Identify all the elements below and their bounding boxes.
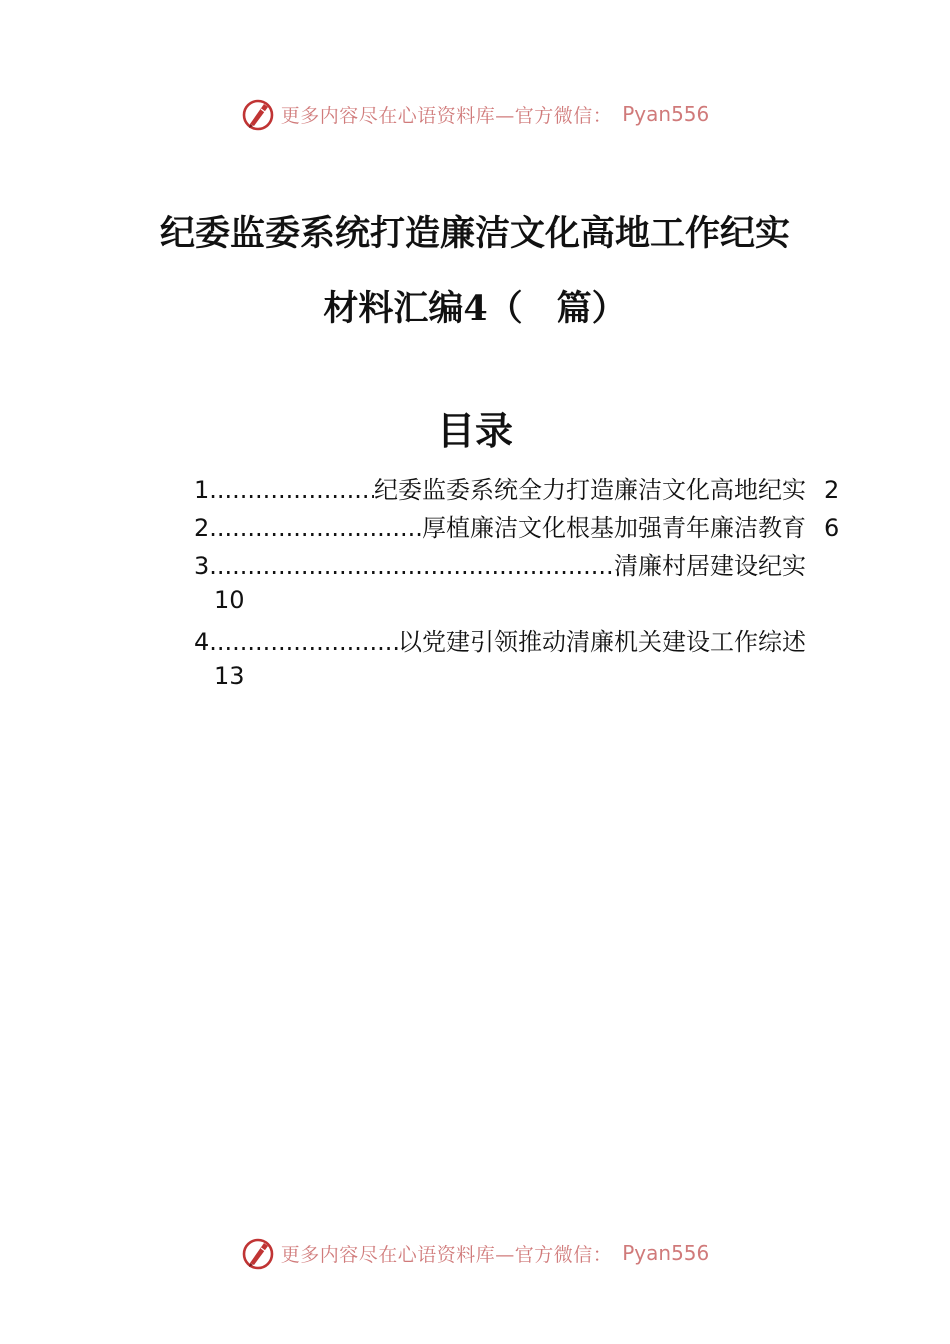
toc-item[interactable] xyxy=(194,625,844,695)
watermark-handle: Pyan556 xyxy=(622,1241,710,1265)
toc-item[interactable] xyxy=(194,549,844,619)
document-title-line-1: 纪委监委系统打造廉洁文化高地工作纪实 xyxy=(159,213,790,254)
toc-item[interactable] xyxy=(194,473,844,511)
quill-pen-logo-icon xyxy=(241,1236,275,1270)
toc-item-page: 6 xyxy=(824,514,840,542)
toc-item-page: 13 xyxy=(214,662,245,690)
toc-leader-dots xyxy=(209,473,374,507)
toc-item-page: 2 xyxy=(824,476,840,504)
footer-watermark xyxy=(0,1233,950,1273)
watermark-text: 更多内容尽在心语资料库—官方微信： xyxy=(280,104,613,127)
document-title-line-2 xyxy=(0,281,950,331)
toc-item-number: 1 xyxy=(194,476,210,504)
title-line-2-prefix: 材料汇编4（ xyxy=(323,288,523,329)
table-of-contents xyxy=(194,473,844,701)
toc-item-number: 2 xyxy=(194,514,210,542)
header-watermark xyxy=(0,94,950,134)
toc-heading: 目录 xyxy=(436,408,513,453)
toc-item-page: 10 xyxy=(214,586,245,614)
toc-item-number: 3 xyxy=(194,552,210,580)
quill-pen-logo-icon xyxy=(241,97,275,131)
toc-item-title: 以党建引领推动清廉机关建设工作综述 xyxy=(398,628,806,656)
toc-leader-dots xyxy=(209,625,398,659)
watermark-handle: Pyan556 xyxy=(622,102,710,126)
toc-item-title: 纪委监委系统全力打造廉洁文化高地纪实 xyxy=(374,476,806,504)
toc-item-number: 4 xyxy=(194,628,210,656)
title-line-2-suffix: 篇） xyxy=(556,288,627,329)
toc-leader-dots xyxy=(209,511,422,545)
toc-item[interactable] xyxy=(194,511,844,549)
toc-leader-dots xyxy=(209,549,614,583)
watermark-text: 更多内容尽在心语资料库—官方微信： xyxy=(280,1243,613,1266)
toc-item-title: 厚植廉洁文化根基加强青年廉洁教育 xyxy=(422,514,806,542)
toc-item-title: 清廉村居建设纪实 xyxy=(614,552,806,580)
